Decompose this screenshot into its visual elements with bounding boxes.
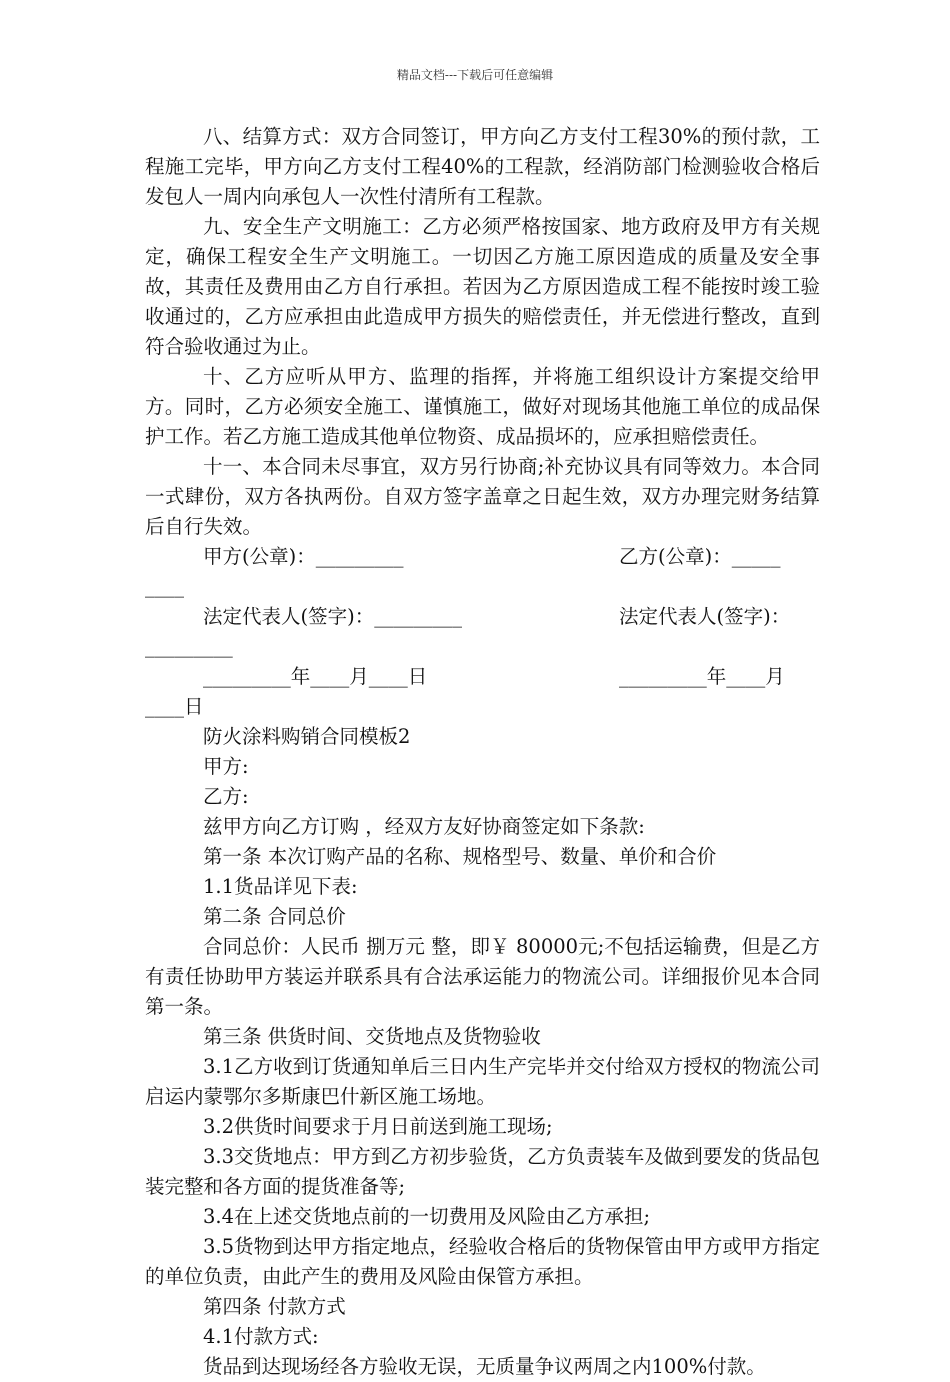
party-b-seal-tail: ____: [145, 575, 184, 598]
template-title: 防火涂料购销合同模板2: [203, 725, 411, 748]
signature-row-date: [145, 662, 820, 722]
party-a-seal: 甲方(公章)：_________: [203, 545, 404, 568]
party-a-representative: 法定代表人(签字)：_________: [203, 605, 462, 628]
party-a-date: _________年____月____日: [203, 665, 428, 688]
article-1-1: 1.1货品详见下表:: [203, 875, 358, 898]
article-1-heading: 第一条 本次订购产品的名称、规格型号、数量、单价和合价: [203, 845, 717, 868]
party-b-label: 乙方:: [203, 785, 249, 808]
clause-10: 十、乙方应听从甲方、监理的指挥，并将施工组织设计方案提交给甲方。同时，乙方必须安全施工、谨慎施工，做好对现场其他施工单位的成品保护工作。若乙方施工造成其他单位物资、成品损坏的，应承担赔偿责任。: [145, 365, 820, 448]
party-b-seal: 乙方(公章)：_____: [619, 545, 781, 568]
article-3-1: 3.1乙方收到订货通知单后三日内生产完毕并交付给双方授权的物流公司启运内蒙鄂尔多斯康巴什新区施工场地。: [145, 1055, 820, 1108]
article-3-4: 3.4在上述交货地点前的一切费用及风险由乙方承担;: [203, 1205, 651, 1228]
clause-9: 九、安全生产文明施工：乙方必须严格按国家、地方政府及甲方有关规定，确保工程安全生产文明施工。一切因乙方施工原因造成的质量及安全事故，其责任及费用由乙方自行承担。若因为乙方原因造成工程不能按时竣工验收通过的，乙方应承担由此造成甲方损失的赔偿责任，并无偿进行整改，直到符合验收通过为止。: [145, 215, 820, 358]
party-b-representative-tail: _________: [145, 635, 233, 658]
article-3-5: 3.5货物到达甲方指定地点，经验收合格后的货物保管由甲方或甲方指定的单位负责，由此产生的费用及风险由保管方承担。: [145, 1235, 820, 1288]
signature-row-representative: [145, 602, 820, 662]
party-b-date-tail: ____日: [145, 695, 204, 718]
article-2-heading: 第二条 合同总价: [203, 905, 346, 928]
article-4-text: 货品到达现场经各方验收无误，无质量争议两周之内100%付款。: [203, 1355, 766, 1378]
party-a-label: 甲方:: [203, 755, 249, 778]
article-4-heading: 第四条 付款方式: [203, 1295, 346, 1318]
article-3-3: 3.3交货地点：甲方到乙方初步验货，乙方负责装车及做到要发的货品包装完整和各方面的提货准备等;: [145, 1145, 820, 1198]
clause-8: 八、结算方式：双方合同签订，甲方向乙方支付工程30%的预付款，工程施工完毕，甲方向乙方支付工程40%的工程款，经消防部门检测验收合格后发包人一周内向承包人一次性付清所有工程款。: [145, 125, 820, 208]
clause-11: 十一、本合同未尽事宜，双方另行协商;补充协议具有同等效力。本合同一式肆份，双方各执两份。自双方签字盖章之日起生效，双方办理完财务结算后自行失效。: [145, 455, 820, 538]
page-header: 精品文档---下载后可任意编辑: [396, 68, 554, 82]
article-4-1: 4.1付款方式:: [203, 1325, 319, 1348]
document-body: [145, 122, 820, 1382]
signature-row-seal: [145, 542, 820, 602]
party-b-date: _________年____月: [619, 665, 785, 688]
article-3-2: 3.2供货时间要求于月日前送到施工现场;: [203, 1115, 553, 1138]
party-b-representative: 法定代表人(签字)：: [619, 605, 791, 628]
article-2-text: 合同总价：人民币 捌万元 整，即￥ 80000元;不包括运输费，但是乙方有责任协助甲方装运并联系具有合法承运能力的物流公司。详细报价见本合同第一条。: [145, 935, 820, 1018]
article-3-heading: 第三条 供货时间、交货地点及货物验收: [203, 1025, 541, 1048]
intro-line: 兹甲方向乙方订购 ，经双方友好协商签定如下条款:: [203, 815, 645, 838]
